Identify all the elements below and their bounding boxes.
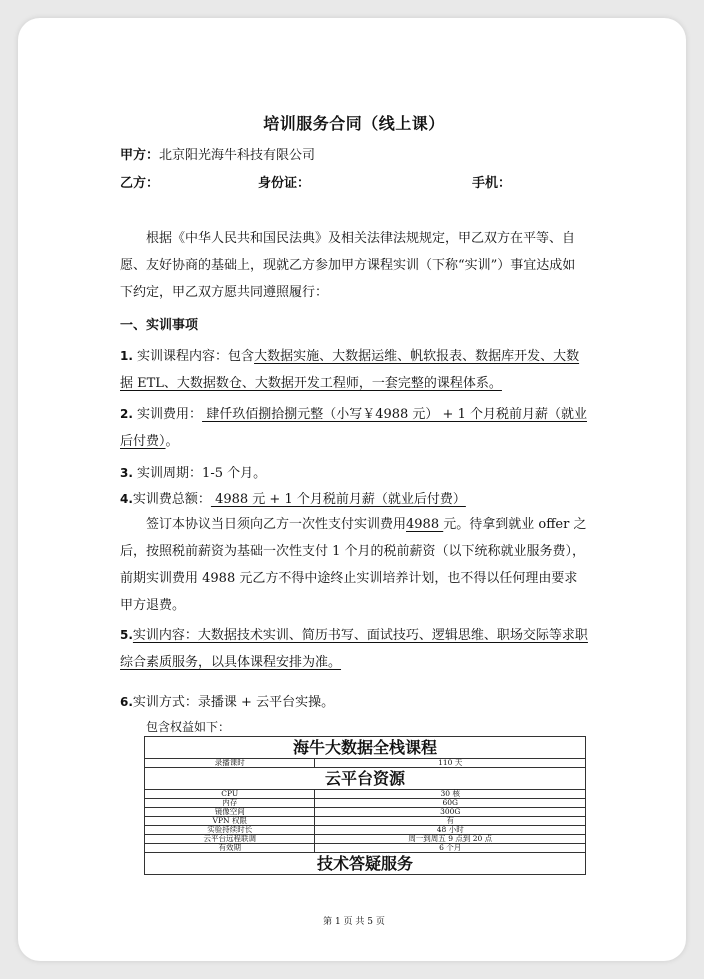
table-cell-value: 有 bbox=[315, 817, 586, 826]
phone-label: 手机： bbox=[472, 176, 512, 191]
table-cell-key: 有效期 bbox=[145, 844, 315, 853]
document-page bbox=[18, 18, 686, 961]
table-row bbox=[145, 759, 586, 768]
item-3-number: 3. bbox=[120, 466, 133, 480]
table-cell-key: 内存 bbox=[145, 799, 315, 808]
contract-title: 培训服务合同（线上课） bbox=[263, 114, 445, 133]
cloud-header: 云平台资源 bbox=[145, 768, 586, 790]
item-6-number: 6. bbox=[120, 695, 133, 709]
section-heading: 一、实训事项 bbox=[120, 318, 199, 333]
party-b-label: 乙方： bbox=[120, 176, 160, 191]
table-row bbox=[145, 799, 586, 808]
item-4-paragraph bbox=[120, 511, 588, 619]
item-6-text: 实训方式：录播课 + 云平台实操。 bbox=[132, 695, 335, 710]
item-2-prefix: 实训费用： bbox=[132, 407, 203, 422]
table-cell-key: 云平台远程联调 bbox=[145, 835, 315, 844]
page-footer: 第 1 页 共 5 页 bbox=[323, 917, 385, 927]
item-2-number: 2. bbox=[120, 407, 133, 421]
party-a-value: 北京阳光海牛科技有限公司 bbox=[159, 148, 316, 163]
party-a-line bbox=[120, 144, 315, 163]
course-header: 海牛大数据全栈课程 bbox=[145, 737, 586, 759]
table-cell-value: 300G bbox=[315, 808, 586, 817]
item-5 bbox=[120, 622, 588, 676]
table-cell-key: VPN 权限 bbox=[145, 817, 315, 826]
benefits-label: 包含权益如下： bbox=[146, 720, 231, 734]
item-4-prefix: 实训费总额： bbox=[132, 492, 211, 507]
table-cell-value: 110 天 bbox=[315, 759, 586, 768]
item-4-number: 4. bbox=[120, 492, 133, 506]
item-4-para-a: 签订本协议当日须向乙方一次性支付实训费用 bbox=[146, 517, 407, 532]
table-row bbox=[145, 853, 586, 875]
table-cell-value: 6 个月 bbox=[315, 844, 586, 853]
item-3 bbox=[120, 460, 266, 487]
item-3-text: 实训周期：1-5 个月。 bbox=[132, 466, 267, 481]
party-a-label: 甲方： bbox=[120, 148, 160, 163]
item-1-content: 大数据实施、大数据运维、帆软报表、数据库开发、大数据 ETL、大数据数仓、大数据开发工程师，一套完整的课程体系。 bbox=[120, 349, 580, 391]
item-2-fee: 肆仟玖佰捌拾捌元整（小写￥4988 元） + 1 个月税前月薪（就业后付费） bbox=[120, 407, 587, 449]
item-4 bbox=[120, 486, 466, 513]
table-cell-value: 48 小时 bbox=[315, 826, 586, 835]
item-4-para-b: 元。待拿到就业 offer 之后，按照税前薪资为基础一次性支付 1 个月的税前薪资（以下统称就业服务费），前期实训费用 4988 元乙方不得中途终止实训培养计划，也不得以任何理由要求甲方退费。 bbox=[120, 517, 587, 613]
id-card-label: 身份证： bbox=[258, 176, 311, 191]
table-row bbox=[145, 768, 586, 790]
item-1-prefix: 实训课程内容：包含 bbox=[132, 349, 255, 364]
table-cell-value: 周一到周五 9 点到 20 点 bbox=[315, 835, 586, 844]
item-1-number: 1. bbox=[120, 349, 133, 363]
intro-paragraph: 根据《中华人民共和国民法典》及相关法律法规规定，甲乙双方在平等、自愿、友好协商的基础上，现就乙方参加甲方课程实训（下称“实训”）事宜达成如下约定，甲乙双方愿共同遵照履行： bbox=[120, 231, 576, 300]
item-4-total: 4988 元 + 1 个月税前月薪（就业后付费） bbox=[210, 492, 466, 507]
table-cell-key: CPU bbox=[145, 790, 315, 799]
item-2-suffix: 。 bbox=[165, 434, 179, 449]
table-row bbox=[145, 835, 586, 844]
item-6 bbox=[120, 689, 334, 716]
table-row bbox=[145, 844, 586, 853]
table-row bbox=[145, 790, 586, 799]
table-cell-key: 实验持续时长 bbox=[145, 826, 315, 835]
table-cell-key: 镜像空间 bbox=[145, 808, 315, 817]
table-cell-value: 30 核 bbox=[315, 790, 586, 799]
table-row bbox=[145, 808, 586, 817]
item-4-para-amount: 4988 bbox=[406, 517, 444, 532]
support-header: 技术答疑服务 bbox=[145, 853, 586, 875]
item-5-number: 5. bbox=[120, 628, 133, 642]
table-row bbox=[145, 737, 586, 759]
table-cell-key: 录播课时 bbox=[145, 759, 315, 768]
benefits-table bbox=[144, 736, 586, 875]
table-cell-value: 60G bbox=[315, 799, 586, 808]
item-1 bbox=[120, 343, 588, 397]
item-2 bbox=[120, 401, 588, 455]
item-5-content: 实训内容：大数据技术实训、简历书写、面试技巧、逻辑思维、职场交际等求职综合素质服务，以具体课程安排为准。 bbox=[120, 628, 588, 670]
